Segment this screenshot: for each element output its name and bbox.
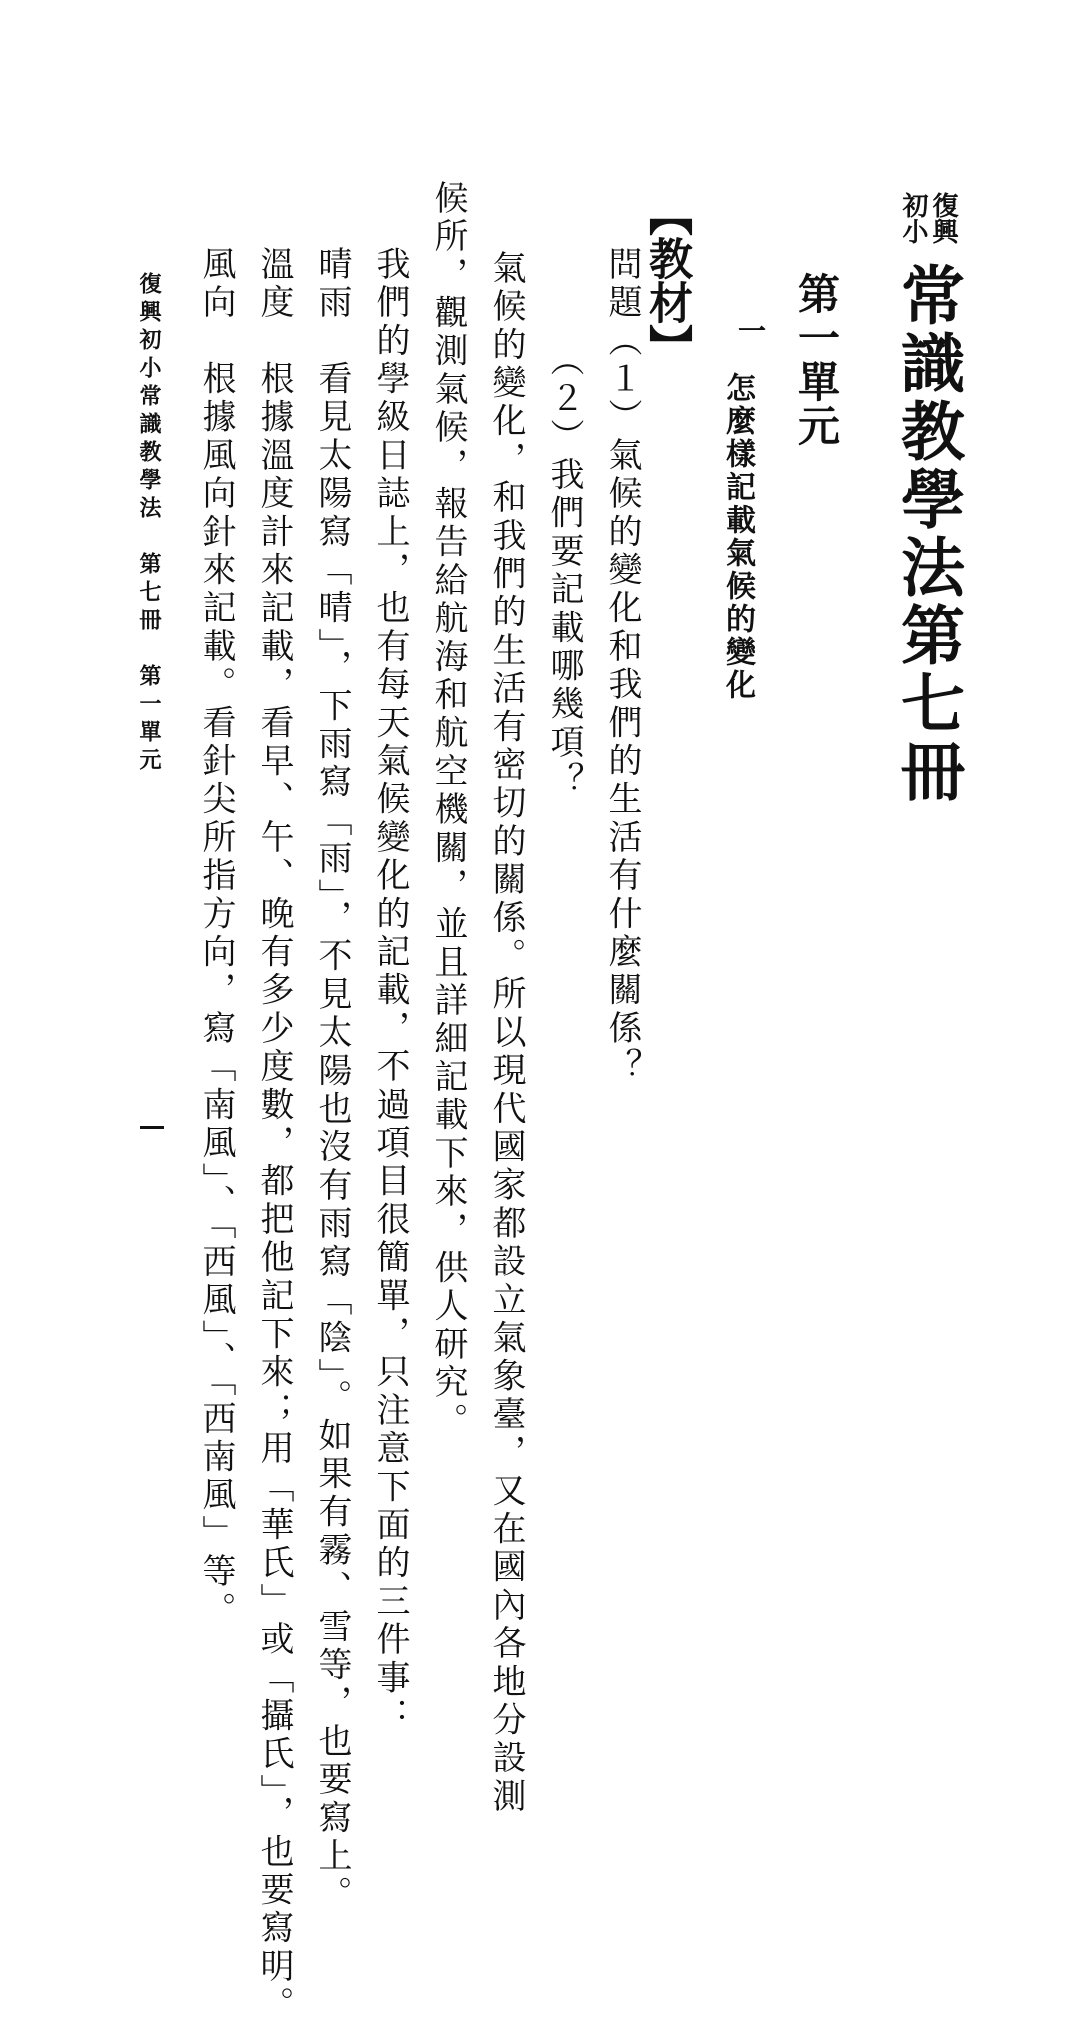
body-item-weather: 晴雨 看見太陽寫「晴」，下雨寫「雨」，不見太陽也沒有雨寫「陰」。如果有霧、雪等，也要寫上。 bbox=[312, 246, 352, 1914]
section-bracket-open: 【 bbox=[641, 192, 692, 236]
body-item-temperature: 溫度 根據溫度計來記載，看早、午、晚有多少度數，都把他記下來；用「華氏」或「攝氏」，也要寫明。 bbox=[254, 246, 294, 2024]
section-heading bbox=[641, 192, 692, 368]
section-label: 教材 bbox=[641, 236, 692, 324]
page-number bbox=[140, 1126, 164, 1129]
body-item-wind: 風向 根據風向針來記載。看針尖所指方向，寫「南風」、「西風」、「西南風」等。 bbox=[196, 246, 236, 1630]
series-label-publisher: 復興 bbox=[928, 192, 958, 244]
running-footer: 復興初小常識教學法 第七冊 第一單元 bbox=[136, 272, 162, 776]
series-label-level: 初小 bbox=[898, 192, 928, 244]
section-bracket-close: 】 bbox=[641, 324, 692, 368]
lesson-number: 一 bbox=[734, 316, 767, 344]
body-paragraph-2: 我們的學級日誌上，也有每天氣候變化的記載，不過項目很簡單，只注意下面的三件事： bbox=[370, 246, 410, 1736]
lesson-title: 怎麼樣記載氣候的變化 bbox=[720, 372, 755, 702]
unit-heading: 第一單元 bbox=[792, 272, 841, 448]
body-line-question-1: 問題（１）氣候的變化和我們的生活有什麼關係？ bbox=[602, 246, 642, 1087]
body-paragraph-1-line-1: 氣候的變化，和我們的生活有密切的關係。所以現代國家都設立氣象臺，又在國內各地分設測 bbox=[486, 250, 526, 1817]
page-title: 常識教學法第七冊 bbox=[890, 262, 965, 806]
body-line-question-2: （２）我們要記載哪幾項？ bbox=[544, 342, 584, 801]
body-paragraph-1-line-2: 候所，觀測氣候，報告給航海和航空機關，並且詳細記載下來，供人研究。 bbox=[428, 180, 468, 1441]
series-label bbox=[898, 192, 958, 244]
